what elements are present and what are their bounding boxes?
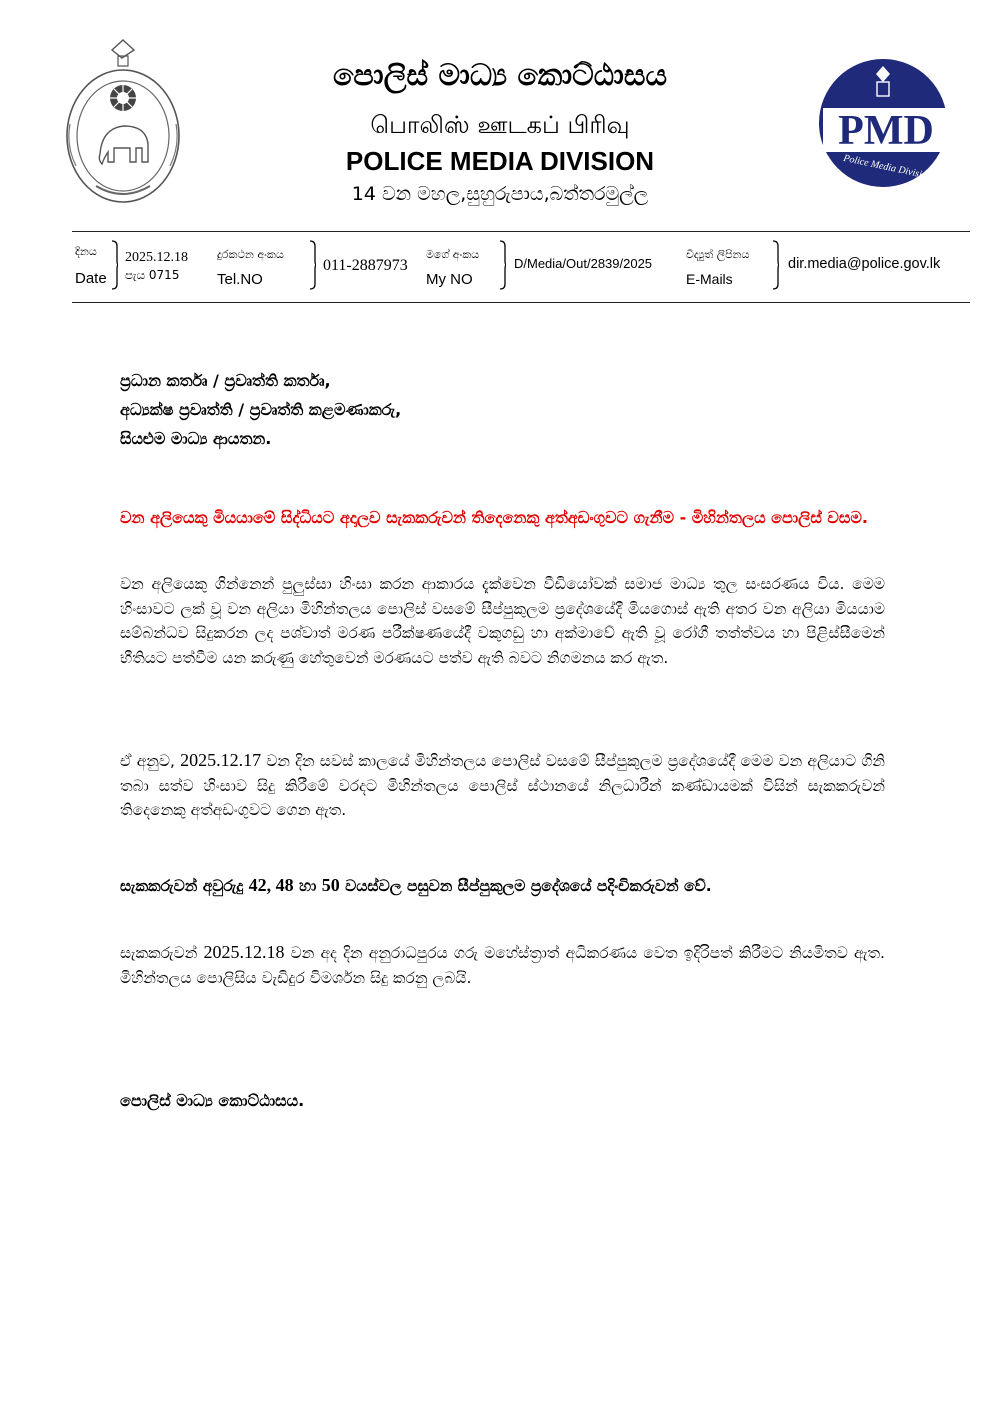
body-paragraph-bold: සැකකරුවන් අවුරුදු 42, 48 හා 50 වයස්වල පසුවන සීප්පුකුලම ප්‍රදේශයේ පදිංචිකරුවන් වේ. — [120, 875, 712, 895]
title-english: POLICE MEDIA DIVISION — [345, 146, 655, 176]
tel-label: Tel.NO — [217, 271, 263, 288]
header-bottom-rule — [72, 302, 970, 303]
brace-icon — [499, 240, 506, 290]
brace-icon — [111, 240, 118, 290]
brace-icon — [772, 240, 779, 290]
email-label-sinhala: විද්‍යුත් ලිපිනය — [686, 248, 750, 261]
title-tamil: பொலிஸ் ஊடகப் பிரிவு — [370, 111, 630, 139]
date-label-sinhala: දිනය — [75, 245, 97, 258]
addressee-line: අධ්‍යක්ෂ ප්‍රවෘත්ති / ප්‍රවෘත්ති කළමණාකරු, — [120, 400, 402, 419]
addressee-line: සියළුම මාධ්‍ය ආයතන. — [120, 429, 272, 448]
svg-text:PMD: PMD — [838, 108, 934, 154]
suspect-ages: 42, 48 — [248, 875, 294, 895]
my-no-value: D/Media/Out/2839/2025 — [514, 256, 653, 271]
time-value: පැය 0715 — [125, 268, 180, 282]
svg-text:Police Media Division: Police Media Division — [842, 152, 933, 183]
email-value: dir.media@police.gov.lk — [788, 256, 941, 272]
body-paragraph: සැකකරුවන් 2025.12.18 වන අද දින අනුරාධපුරය ගරු මහේස්ත්‍රාත් අධිකරණය වෙත ඉදිරිපත් කිරීමට නියමිතව ඇත. මිහින්තලය පොලිසිය වැඩිදුර විමර්ශන සිදු කරනු ලබයි. — [120, 942, 885, 987]
body-paragraph: ඒ අනුව, 2025.12.17 වන දින සවස් කාලයේ මිහින්තලය පොලිස් වසමේ සීප්පුකුලම ප්‍රදේශයේදී මෙම වන අලියාට ගිනි තබා සත්ව හිංසාව සිදු කිරීමේ වරදට මිහින්තලය පොලිස් ස්ථානයේ නිලධාරීන් කණ්ඩායමක් විසින් සැකකරුවන් තිදෙනෙකු අත්අඩංගුවට ගෙන ඇත. — [120, 750, 885, 819]
addressee-line: ප්‍රධාන කර්තෘ / ප්‍රවෘත්ති කර්තෘ, — [120, 371, 331, 390]
email-label: E-Mails — [686, 271, 733, 287]
incident-date: 2025.12.17 — [180, 750, 262, 770]
office-address: 14 වන මහල,සුහුරුපාය,බත්තරමුල්ල — [351, 183, 649, 205]
tel-value: 011-2887973 — [323, 257, 408, 274]
suspect-age: 50 — [321, 875, 340, 895]
tel-label-sinhala: දුරකථන අංකය — [217, 248, 284, 261]
brace-icon — [309, 240, 316, 290]
date-value: 2025.12.18 — [125, 250, 188, 265]
press-release-headline: වන අලියෙකු මියයාමේ සිද්ධියට අදාලව සැකකරුවන් තිදෙනෙකු අත්අඩංගුවට ගැනීම - මිහින්තලය පොලිස් වසම. — [120, 508, 869, 527]
my-no-label: My NO — [426, 271, 473, 288]
body-paragraph: වන අලියෙකු ගින්නෙන් පුලුස්සා හිංසා කරන ආකාරය දැක්වෙන වීඩියෝවක් සමාජ මාධ්‍ය තුල සංසරණය විය. මෙම හිංසාවට ලක් වූ වන අලියා මිහින්තලය පොලිස් වසමේ සීප්පුකුලම ප්‍රදේශයේදී මියගොස් ඇති අතර වන අලියා මියයාම සම්බන්ධව සිදුකරන ලද පශ්වාත් මරණ පරීක්ෂණයේදී වකුගඩු හා අක්මාවේ ඇති වූ රෝගී තත්ත්වය හා පිළිස්සීමෙන් භීතියට පත්වීම යන කරුණු හේතුවෙන් මරණයට පත්ව ඇති බවට නිගමනය කර ඇත. — [120, 575, 885, 667]
date-label: Date — [75, 270, 107, 287]
header-top-rule — [72, 231, 970, 232]
signature-line: පොලිස් මාධ්‍ය කොට්ඨාසය. — [120, 1091, 305, 1110]
court-date: 2025.12.18 — [203, 942, 285, 962]
title-sinhala: පොලිස් මාධ්‍ය කොට්ඨාසය — [332, 58, 668, 93]
my-no-label-sinhala: මගේ අංකය — [426, 248, 480, 261]
